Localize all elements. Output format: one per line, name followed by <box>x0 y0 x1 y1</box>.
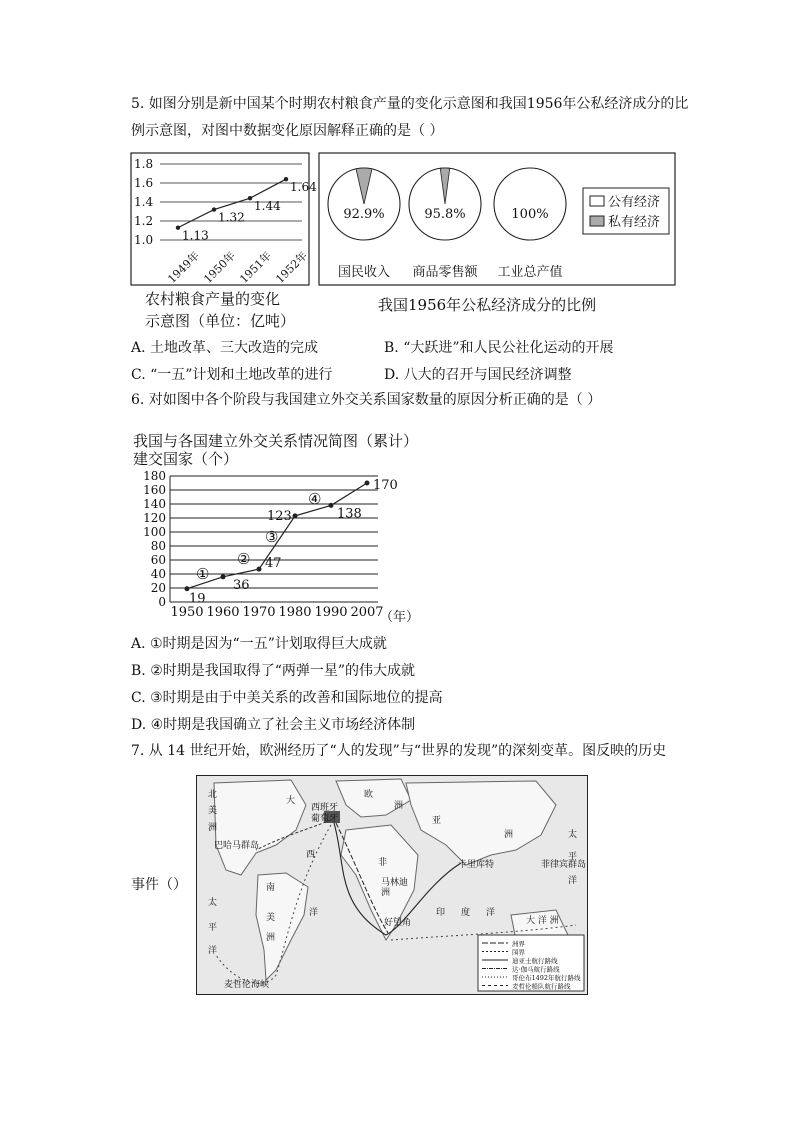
q6-y-tick-label: 180 <box>143 469 166 483</box>
q6-data-label: 123 <box>267 508 292 524</box>
label-africa-1: 非 <box>378 858 388 868</box>
q6-x-tick-label: 1950 <box>170 605 204 620</box>
map-legend <box>478 935 584 991</box>
legend-public-swatch <box>590 196 604 206</box>
q6-option-b: B. ②时期是我国取得了“两弹一星”的伟大成就 <box>131 663 416 679</box>
q5-y-tick-label: 1.6 <box>134 176 154 190</box>
label-north-america-3: 洲 <box>208 823 218 833</box>
q6-x-tick-label: 1960 <box>206 605 240 620</box>
q6-y-tick-label: 40 <box>150 567 166 581</box>
q6-data-label: 47 <box>265 556 282 572</box>
q6-data-point <box>329 503 334 508</box>
label-south-america-2: 美 <box>266 913 276 923</box>
label-india-ocean-2: 度 <box>461 908 471 918</box>
q6-chart-title: 我国与各国建立外交关系情况简图（累计） <box>133 432 419 450</box>
q5-option-c: C. “一五”计划和土地改革的进行 <box>131 367 333 383</box>
q5-pie-legend <box>583 188 669 234</box>
label-calicut: 卡里库特 <box>458 860 495 870</box>
map-legend-label: 达·伽马航行路线 <box>512 965 560 974</box>
q6-option-d: D. ④时期是我国确立了社会主义市场经济体制 <box>131 717 416 733</box>
q6-y-tick-label: 160 <box>143 483 166 497</box>
q5-data-label: 1.32 <box>218 210 245 225</box>
q6-data-label: 36 <box>233 577 250 593</box>
q6-x-unit: （年） <box>380 610 420 625</box>
label-malindi: 马林迪 <box>381 878 409 888</box>
q6-stage-marker: ① <box>196 565 210 583</box>
q6-data-point <box>293 513 298 518</box>
map-legend-label: 国界 <box>512 948 525 957</box>
q5-data-point <box>248 196 252 200</box>
q6-data-point <box>185 586 190 591</box>
q5-data-point <box>212 207 216 211</box>
q6-x-tick-label: 1980 <box>278 605 312 620</box>
q5-option-d: D. 八大的召开与国民经济调整 <box>384 367 572 383</box>
label-asia-1: 亚 <box>432 816 442 826</box>
q5-line-caption-2: 示意图（单位：亿吨） <box>145 312 296 330</box>
q6-data-label: 19 <box>189 591 206 607</box>
label-pacific-right-2: 平 <box>568 852 578 862</box>
q6-data-label: 170 <box>373 478 398 493</box>
q5-pie-name-label: 工业总产值 <box>497 265 563 280</box>
label-europe-2: 洲 <box>394 801 404 811</box>
label-pacific-left-1: 太 <box>208 898 218 908</box>
q6-option-c: C. ③时期是由于中美关系的改善和国际地位的提高 <box>131 690 443 706</box>
label-pacific-right-3: 洋 <box>568 876 578 886</box>
q5-data-label: 1.13 <box>182 228 209 243</box>
q6-stage-marker: ③ <box>265 528 279 546</box>
label-good-hope: 好望角 <box>384 918 412 928</box>
label-north-america-1: 北 <box>208 790 218 800</box>
label-philippines: 菲律宾群岛 <box>541 860 587 870</box>
legend-private-swatch <box>590 216 604 226</box>
q6-stage-marker: ② <box>237 550 251 568</box>
q5-y-tick-label: 1.2 <box>134 214 154 228</box>
q5-y-tick-label: 1.0 <box>134 233 154 247</box>
legend-private-label: 私有经济 <box>608 215 661 230</box>
q5-data-point <box>284 177 288 181</box>
map-legend-label: 哥伦布1492年航行路线 <box>512 974 581 982</box>
legend-public-label: 公有经济 <box>608 195 661 210</box>
q6-y-tick-label: 100 <box>143 525 166 539</box>
q6-data-point <box>257 567 262 572</box>
q5-pie-public-slice <box>494 168 566 240</box>
q7-stem-line1: 7. 从 14 世纪开始，欧洲经历了“人的发现”与“世界的发现”的深刻变革。图反映的历史 <box>131 743 667 759</box>
label-europe-1: 欧 <box>364 790 374 800</box>
label-pacific-left-2: 平 <box>208 923 218 933</box>
label-da: 大 <box>286 796 296 806</box>
q5-y-tick-label: 1.4 <box>134 195 154 209</box>
q5-pie-caption: 我国1956年公私经济成分的比例 <box>378 296 597 314</box>
q5-pie-charts <box>318 152 676 286</box>
label-south-america-1: 南 <box>266 883 276 893</box>
q5-data-label: 1.64 <box>290 180 317 195</box>
q6-stem-line1: 6. 对如图中各个阶段与我国建立外交关系国家数量的原因分析正确的是（ ） <box>131 392 602 408</box>
q5-grain-line-chart <box>130 152 317 286</box>
q5-x-tick-label: 1949年 <box>165 249 203 286</box>
q6-diplomacy-chart <box>130 466 430 626</box>
q6-y-title: 建交国家（个） <box>133 450 239 468</box>
label-oceania: 大 洋 洲 <box>526 916 559 926</box>
q6-stage-marker: ④ <box>308 490 322 508</box>
label-india-ocean-3: 洋 <box>486 908 496 918</box>
q5-line-caption-1: 农村粮食产量的变化 <box>145 290 281 308</box>
q5-pie-value-label: 95.8% <box>424 207 466 222</box>
map-legend-label: 迪亚士航行路线 <box>512 957 558 965</box>
label-bahamas: 巴哈马群岛 <box>214 841 260 851</box>
q5-pie-name-label: 国民收入 <box>337 265 391 280</box>
q6-data-label: 138 <box>337 506 362 522</box>
q5-x-tick-label: 1950年 <box>201 249 239 286</box>
label-north-america-2: 美 <box>208 806 218 816</box>
map-legend-label: 麦哲伦船队航行路线 <box>512 982 571 991</box>
q6-y-tick-label: 0 <box>158 595 166 609</box>
q5-pie-value-label: 100% <box>511 207 549 222</box>
label-magellan-strait: 麦哲伦海峡 <box>224 980 270 990</box>
q5-pie-value-label: 92.9% <box>343 207 385 222</box>
label-pacific-left-3: 洋 <box>208 946 218 956</box>
q5-data-point <box>176 225 180 229</box>
label-portugal: 葡萄牙 <box>311 814 339 824</box>
label-pacific-right-1: 太 <box>568 830 578 840</box>
q6-x-tick-label: 1970 <box>242 605 276 620</box>
q6-y-tick-label: 80 <box>150 539 166 553</box>
label-south-america-3: 洲 <box>266 933 276 943</box>
label-asia-2: 洲 <box>504 830 514 840</box>
q6-y-tick-label: 60 <box>150 553 166 567</box>
q5-y-tick-label: 1.8 <box>134 157 154 171</box>
label-yang: 洋 <box>309 908 319 918</box>
q6-x-tick-label: 2007 <box>350 605 384 620</box>
q5-data-label: 1.44 <box>254 199 281 214</box>
q5-x-tick-label: 1951年 <box>237 249 275 286</box>
map-legend-label: 洲界 <box>512 940 525 948</box>
q5-option-a: A. 土地改革、三大改造的完成 <box>131 340 319 356</box>
q5-x-tick-label: 1952年 <box>273 249 311 286</box>
q7-stem-line2: 事件（） <box>131 877 187 893</box>
q5-option-b: B. “大跃进”和人民公社化运动的开展 <box>384 340 614 356</box>
q7-voyages-map <box>196 775 588 995</box>
q5-stem-line2: 例示意图，对图中数据变化原因解释正确的是（ ） <box>131 123 444 139</box>
q5-stem-line1: 5. 如图分别是新中国某个时期农村粮食产量的变化示意图和我国1956年公私经济成分的比 <box>131 96 689 112</box>
label-africa-2: 洲 <box>381 888 391 898</box>
label-spain: 西班牙 <box>311 803 339 813</box>
q6-y-tick-label: 120 <box>143 511 166 525</box>
q6-x-tick-label: 1990 <box>314 605 348 620</box>
q6-y-tick-label: 20 <box>150 581 166 595</box>
q5-pie-name-label: 商品零售额 <box>412 265 478 280</box>
label-india-ocean-1: 印 <box>436 908 446 918</box>
q6-data-point <box>365 481 370 486</box>
q6-data-point <box>221 574 226 579</box>
q6-y-tick-label: 140 <box>143 497 166 511</box>
label-xi: 西 <box>306 850 316 860</box>
q6-option-a: A. ①时期是因为“一五”计划取得巨大成就 <box>131 636 387 652</box>
